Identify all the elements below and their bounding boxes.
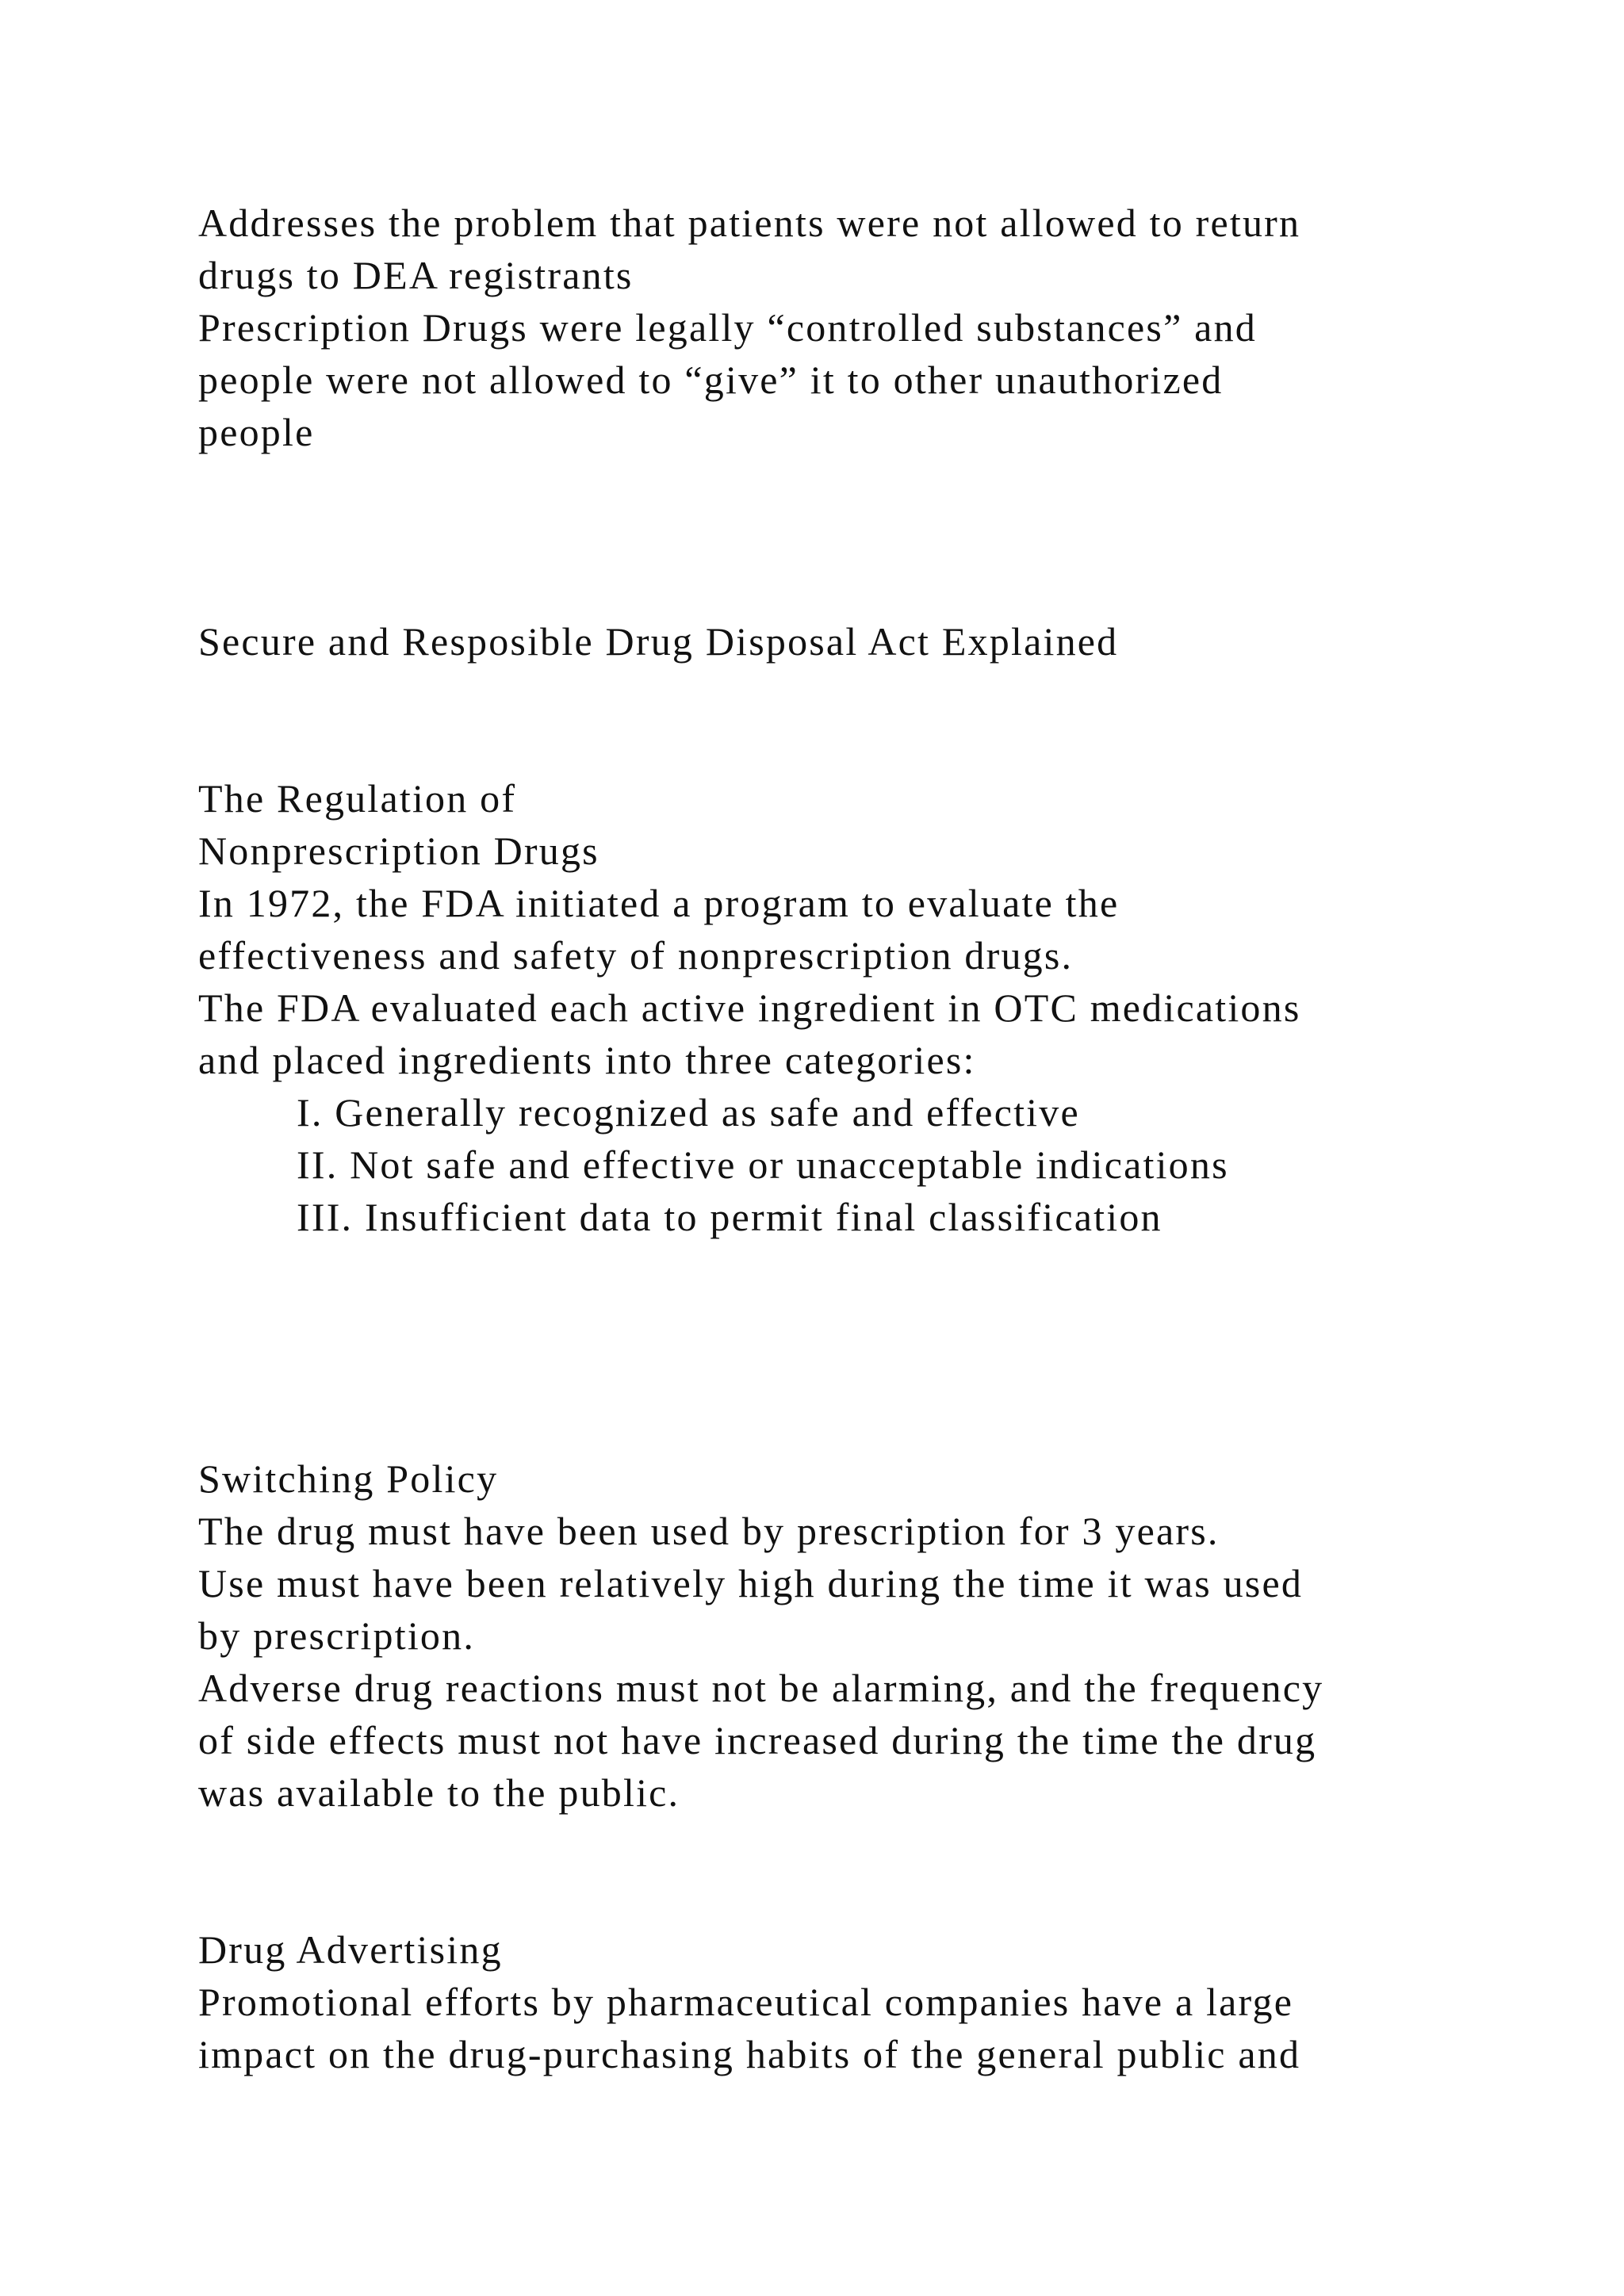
text-line: drugs to DEA registrants — [198, 253, 634, 297]
category-item: II. Not safe and effective or unacceptable indications — [297, 1142, 1229, 1187]
text-line: people — [198, 410, 315, 454]
text-line: of side effects must not have increased during the time the drug — [198, 1718, 1317, 1762]
text-line: and placed ingredients into three categories: — [198, 1038, 976, 1082]
text-line: Prescription Drugs were legally “controlled substances” and — [198, 305, 1257, 350]
text-line: by prescription. — [198, 1613, 476, 1658]
section-heading: Switching Policy — [198, 1456, 499, 1501]
text-line: Use must have been relatively high during the time it was used — [198, 1561, 1304, 1605]
section-heading: The Regulation of — [198, 776, 517, 821]
text-line: effectiveness and safety of nonprescription drugs. — [198, 933, 1074, 978]
category-item: I. Generally recognized as safe and effective — [297, 1090, 1080, 1135]
section-heading: Nonprescription Drugs — [198, 828, 599, 873]
text-line: Promotional efforts by pharmaceutical companies have a large — [198, 1980, 1294, 2024]
text-line: was available to the public. — [198, 1770, 680, 1815]
section-heading: Drug Advertising — [198, 1927, 503, 1972]
text-line: Adverse drug reactions must not be alarming, and the frequency — [198, 1666, 1324, 1710]
text-line: The FDA evaluated each active ingredient in OTC medications — [198, 985, 1301, 1030]
text-line: Addresses the problem that patients were not allowed to return — [198, 201, 1301, 245]
section-heading: Secure and Resposible Drug Disposal Act Explained — [198, 619, 1119, 664]
text-line: people were not allowed to “give” it to other unauthorized — [198, 358, 1224, 402]
text-line: impact on the drug-purchasing habits of the general public and — [198, 2032, 1301, 2076]
category-item: III. Insufficient data to permit final classification — [297, 1195, 1162, 1239]
text-line: The drug must have been used by prescription for 3 years. — [198, 1509, 1220, 1553]
text-line: In 1972, the FDA initiated a program to evaluate the — [198, 881, 1120, 925]
